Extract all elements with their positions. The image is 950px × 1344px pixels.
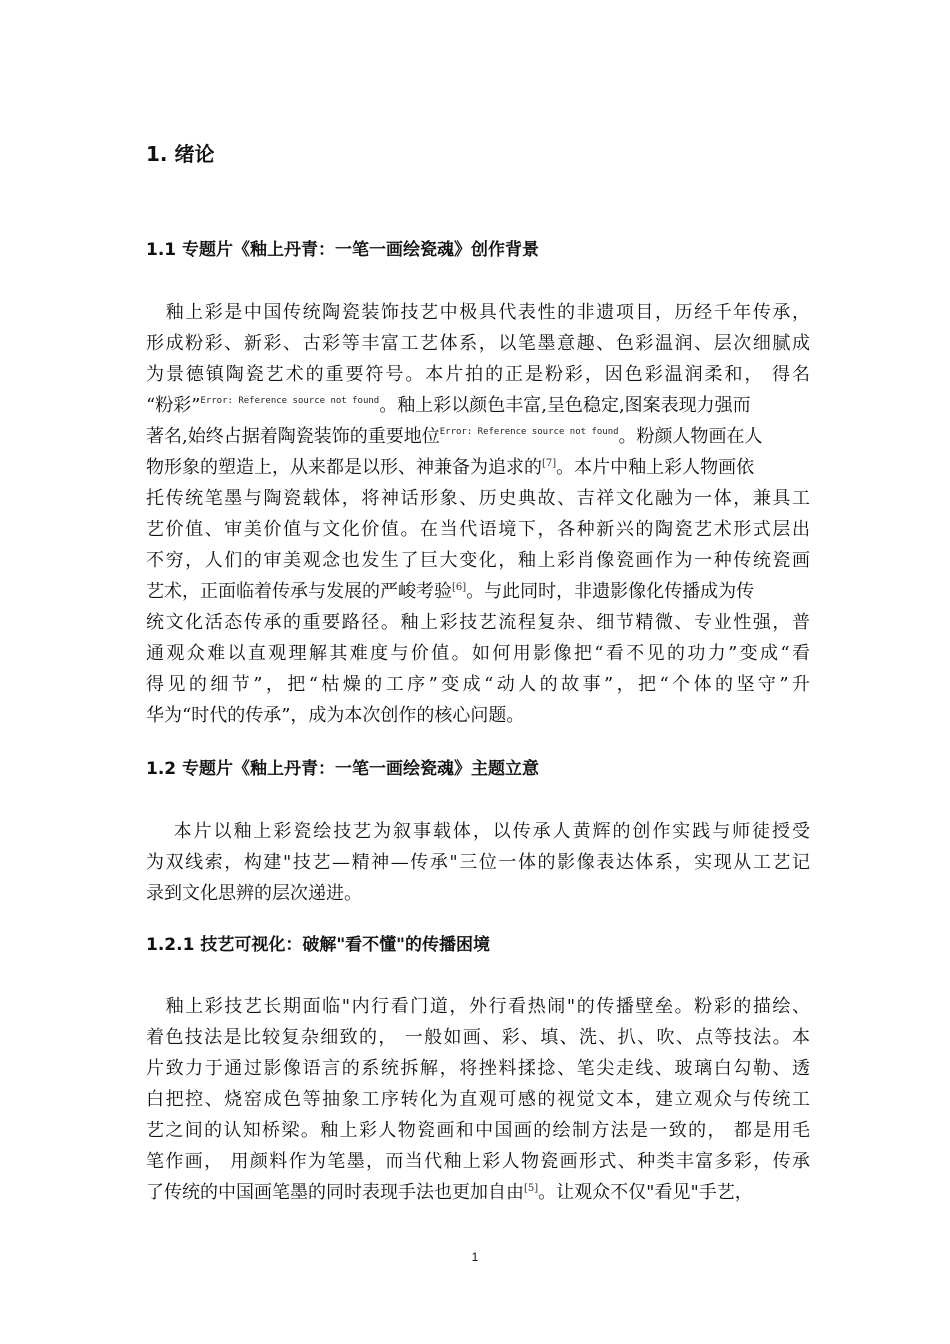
paragraph-visualization [146, 991, 810, 1208]
text-line: 着色技法是比较复杂细致的， 一般如画、彩、填、洗、扒、吹、点等技法。本 [146, 1027, 810, 1048]
section-heading-1-1: 1.1 专题片《釉上丹青：一笔一画绘瓷魂》创作背景 [146, 240, 540, 260]
text-line: 得见的细节”，把“枯燥的工序”变成“动人的故事”，把“个体的坚守”升 [146, 674, 810, 695]
chapter-heading: 1. 绪论 [146, 142, 215, 166]
reference-error: Error: Reference source not found [200, 396, 380, 406]
text-line [146, 576, 810, 607]
page-number: 1 [471, 1250, 479, 1264]
text-line: 釉上彩是中国传统陶瓷装饰技艺中极具代表性的非遗项目，历经千年传承， [146, 302, 810, 323]
text-line: 艺之间的认知桥梁。釉上彩人物瓷画和中国画的绘制方法是一致的， 都是用毛 [146, 1120, 810, 1141]
text-line: 笔作画， 用颜料作为笔墨，而当代釉上彩人物瓷画形式、种类丰富多彩，传承 [146, 1151, 810, 1172]
text-line: 艺价值、审美价值与文化价值。在当代语境下，各种新兴的陶瓷艺术形式层出 [146, 519, 810, 540]
text-segment: 著名,始终占据着陶瓷装饰的重要地位 [146, 426, 440, 447]
section-heading-1-2: 1.2 专题片《釉上丹青：一笔一画绘瓷魂》主题立意 [146, 759, 540, 779]
text-segment: 艺术，正面临着传承与发展的严峻考验 [146, 581, 452, 602]
text-segment: 物形象的塑造上，从来都是以形、神兼备为追求的 [146, 457, 542, 478]
text-line: 片致力于通过影像语言的系统拆解，将挫料揉捻、笔尖走线、玻璃白勾勒、透 [146, 1058, 810, 1079]
text-segment: 。让观众不仅"看见"手艺， [538, 1182, 753, 1203]
citation-superscript: [7] [542, 458, 557, 469]
citation-superscript: [6] [452, 582, 467, 593]
text-line: 通观众难以直观理解其难度与价值。如何用影像把“看不见的功力”变成“看 [146, 643, 810, 664]
text-line: 华为“时代的传承”，成为本次创作的核心问题。 [146, 705, 525, 726]
text-segment: 。釉上彩以颜色丰富,呈色稳定,图案表现力强而 [379, 395, 751, 416]
text-line: 白把控、烧窑成色等抽象工序转化为直观可感的视觉文本，建立观众与传统工 [146, 1089, 810, 1110]
section-heading-1-2-1: 1.2.1 技艺可视化：破解"看不懂"的传播困境 [146, 935, 491, 955]
text-line [146, 452, 810, 483]
citation-superscript: [5] [524, 1183, 539, 1194]
text-line: 为景德镇陶瓷艺术的重要符号。本片拍的正是粉彩，因色彩温润柔和， 得名 [146, 364, 810, 385]
text-segment: 。粉颜人物画在人 [618, 426, 763, 447]
paragraph-background [146, 297, 810, 731]
text-segment: 了传统的中国画笔墨的同时表现手法也更加自由 [146, 1182, 524, 1203]
text-line: 为双线索，构建"技艺—精神—传承"三位一体的影像表达体系，实现从工艺记 [146, 852, 810, 873]
text-segment: 。与此同时，非遗影像化传播成为传 [466, 581, 755, 602]
text-segment: “粉彩” [146, 395, 201, 416]
text-line [146, 421, 810, 452]
reference-error: Error: Reference source not found [439, 427, 619, 437]
text-line [146, 390, 810, 421]
text-line: 形成粉彩、新彩、古彩等丰富工艺体系，以笔墨意趣、色彩温润、层次细腻成 [146, 333, 810, 354]
text-line [146, 1177, 810, 1208]
text-line: 托传统笔墨与陶瓷载体，将神话形象、历史典故、吉祥文化融为一体，兼具工 [146, 488, 810, 509]
text-line: 本片以釉上彩瓷绘技艺为叙事载体，以传承人黄辉的创作实践与师徒授受 [146, 821, 810, 842]
text-line: 不穷，人们的审美观念也发生了巨大变化，釉上彩肖像瓷画作为一种传统瓷画 [146, 550, 810, 571]
text-line: 釉上彩技艺长期面临"内行看门道，外行看热闹"的传播壁垒。粉彩的描绘、 [146, 996, 810, 1017]
text-line: 录到文化思辨的层次递进。 [146, 883, 362, 904]
paragraph-theme [146, 816, 810, 909]
text-segment: 。本片中釉上彩人物画依 [556, 457, 755, 478]
text-line: 统文化活态传承的重要路径。釉上彩技艺流程复杂、细节精微、专业性强，普 [146, 612, 810, 633]
